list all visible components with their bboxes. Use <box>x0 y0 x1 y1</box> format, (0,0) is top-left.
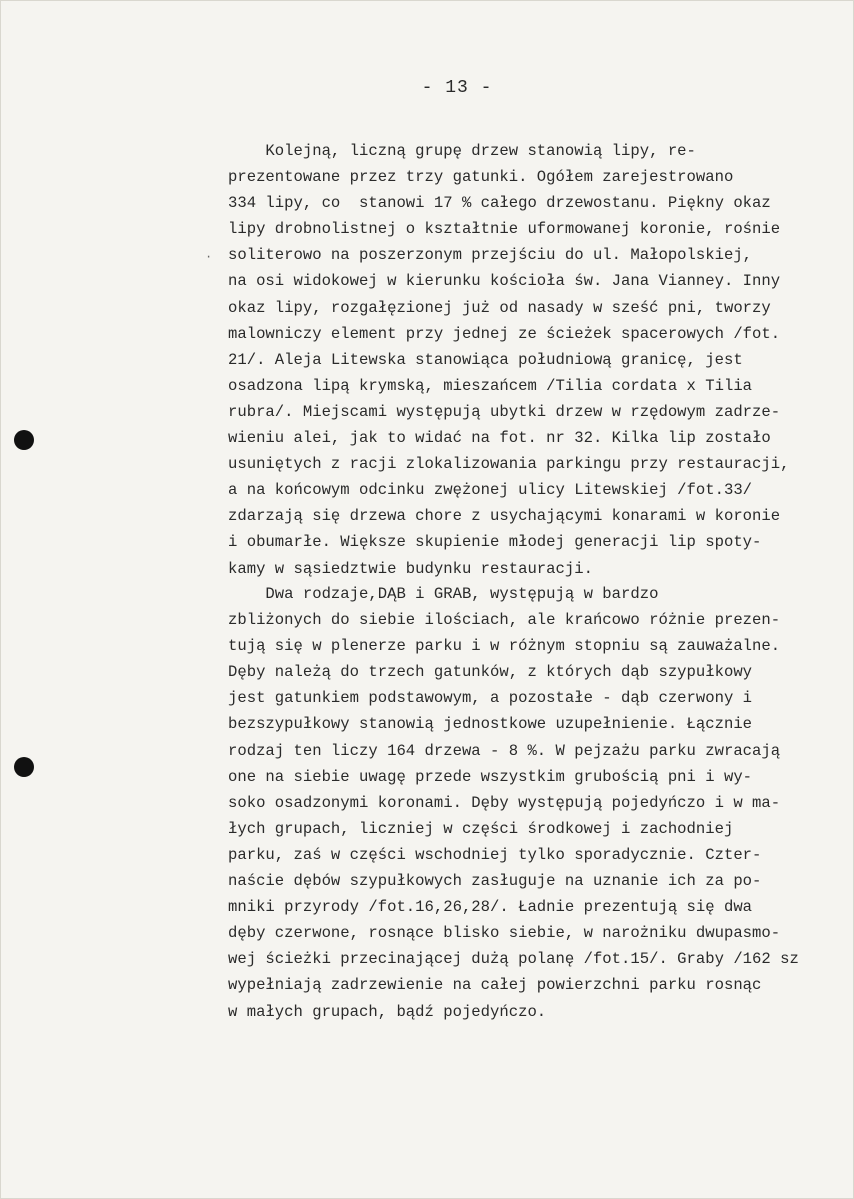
text-line: bezszypułkowy stanowią jednostkowe uzupełnienie. Łącznie <box>228 715 753 734</box>
text-line: i obumarłe. Większe skupienie młodej generacji lip spoty- <box>228 533 762 552</box>
text-line: a na końcowym odcinku zwężonej ulicy Litewskiej /fot.33/ <box>228 481 753 500</box>
text-line: tują się w plenerze parku i w różnym stopniu są zauważalne. <box>228 637 781 656</box>
text-line: soko osadzonymi koronami. Dęby występują pojedyńczo i w ma- <box>228 793 781 812</box>
text-line: rubra/. Miejscami występują ubytki drzew w rzędowym zadrze- <box>228 402 781 421</box>
text-line: prezentowane przez trzy gatunki. Ogółem zarejestrowano <box>228 168 734 187</box>
text-line: wej ścieżki przecinającej dużą polanę /fot.15/. Graby /162 sz <box>228 950 799 969</box>
text-line: wypełniają zadrzewienie na całej powierzchni parku rosnąc <box>228 976 762 995</box>
text-line: jest gatunkiem podstawowym, a pozostałe - dąb czerwony i <box>228 689 753 708</box>
text-line: 334 lipy, co stanowi 17 % całego drzewostanu. Piękny okaz <box>228 194 771 213</box>
text-line: rodzaj ten liczy 164 drzewa - 8 %. W pejzażu parku zwracają <box>228 741 781 760</box>
text-line: Dęby należą do trzech gatunków, z których dąb szypułkowy <box>228 663 753 682</box>
text-line: w małych grupach, bądź pojedyńczo. <box>228 1002 547 1021</box>
text-line: soliterowo na poszerzonym przejściu do ul. Małopolskiej, <box>228 246 753 265</box>
text-line: Dwa rodzaje,DĄB i GRAB, występują w bardzo <box>228 585 659 603</box>
text-line: na osi widokowej w kierunku kościoła św. Jana Vianney. Inny <box>228 272 781 291</box>
punch-hole-upper <box>14 430 34 450</box>
page-number: - 13 - <box>421 78 493 98</box>
text-line: 21/. Aleja Litewska stanowiąca południową granicę, jest <box>228 350 743 369</box>
text-line: malowniczy element przy jednej ze ścieżek spacerowych /fot. <box>228 324 781 343</box>
punch-hole-lower <box>14 757 34 777</box>
margin-mark: · <box>205 250 213 264</box>
text-line: mniki przyrody /fot.16,26,28/. Ładnie prezentują się dwa <box>228 898 753 917</box>
text-line: wieniu alei, jak to widać na fot. nr 32. Kilka lip zostało <box>228 429 771 448</box>
text-line: parku, zaś w części wschodniej tylko sporadycznie. Czter- <box>228 845 762 864</box>
text-line: zbliżonych do siebie ilościach, ale krańcowo różnie prezen- <box>228 611 781 630</box>
text-line: naście dębów szypułkowych zasługuje na uznanie ich za po- <box>228 872 762 891</box>
text-line: osadzona lipą krymską, mieszańcem /Tilia cordata x Tilia <box>228 376 753 395</box>
text-line: kamy w sąsiedztwie budynku restauracji. <box>228 559 593 578</box>
text-line: one na siebie uwagę przede wszystkim grubością pni i wy- <box>228 767 753 786</box>
text-line: Kolejną, liczną grupę drzew stanowią lipy, re- <box>228 142 696 160</box>
paragraph-lipy <box>228 138 789 582</box>
text-line: dęby czerwone, rosnące blisko siebie, w narożniku dwupasmo- <box>228 924 781 943</box>
text-line: łych grupach, liczniej w części środkowej i zachodniej <box>228 819 734 838</box>
text-line: okaz lipy, rozgałęzionej już od nasady w sześć pni, tworzy <box>228 298 771 317</box>
paragraph-dab-grab <box>228 581 799 1025</box>
text-line: lipy drobnolistnej o kształtnie uformowanej koronie, rośnie <box>228 220 781 239</box>
text-line: usuniętych z racji zlokalizowania parkingu przy restauracji, <box>228 455 790 474</box>
text-line: zdarzają się drzewa chore z usychającymi konarami w koronie <box>228 507 781 526</box>
